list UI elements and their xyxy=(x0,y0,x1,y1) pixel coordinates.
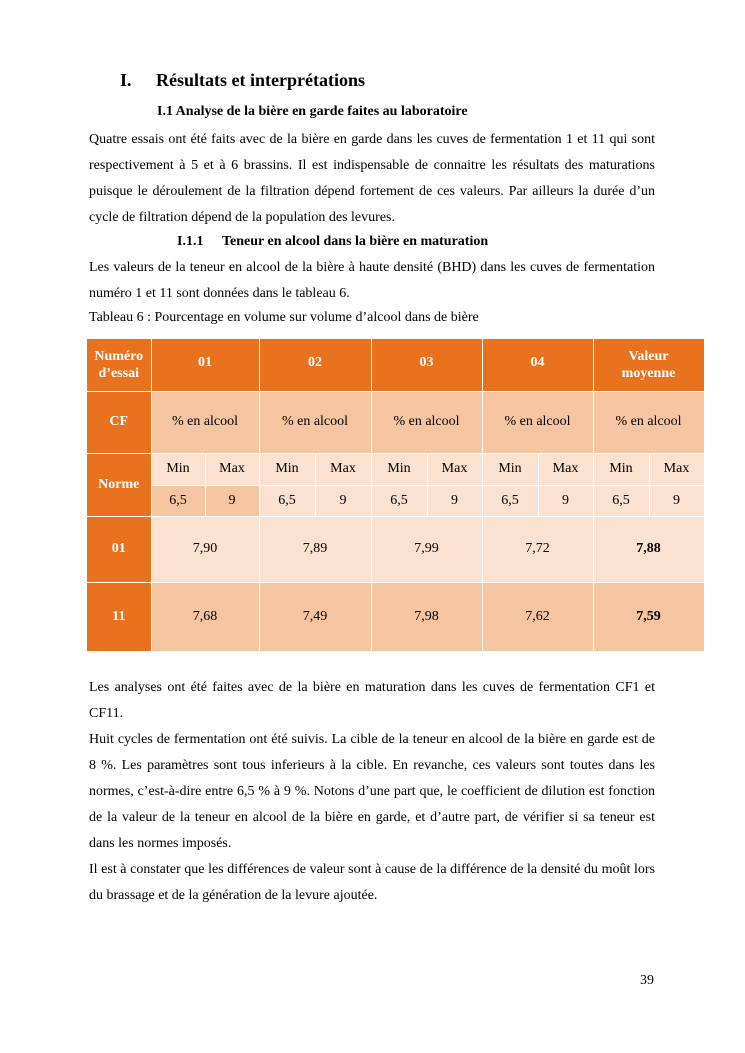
paragraph-cycles: Huit cycles de fermentation ont été suivis. La cible de la teneur en alcool de la bière en garde est de 8 %. Les paramètres sont tous inferieurs à la cible. En revanche, ces valeurs sont toutes dans les normes, c’est-à-dire entre 6,5 % à 9 %. Notons d’une part que, le coefficient de dilution est fonction de la valeur de la teneur en alcool de la bière en garde, et d’autre part, de vérifier si sa teneur est dans les normes imposés. xyxy=(89,732,655,851)
max-value: 9 xyxy=(205,485,259,516)
header-col-mean: Valeur moyenne xyxy=(593,339,704,391)
max-value: 9 xyxy=(649,485,704,516)
header-col-04: 04 xyxy=(482,339,593,391)
header-col-01: 01 xyxy=(151,339,259,391)
unit-cell: % en alcool xyxy=(593,391,704,453)
value-cell: 7,98 xyxy=(371,582,482,651)
section-heading xyxy=(120,70,365,91)
subsubsection-number: I.1.1 xyxy=(177,234,204,249)
norme-values-row xyxy=(87,485,704,516)
max-value: 9 xyxy=(427,485,482,516)
min-label: Min xyxy=(259,453,315,485)
min-label: Min xyxy=(151,453,205,485)
alcohol-table xyxy=(87,339,705,652)
min-value: 6,5 xyxy=(151,485,205,516)
max-value: 9 xyxy=(315,485,371,516)
max-label: Max xyxy=(315,453,371,485)
section-number: I. xyxy=(120,70,132,90)
subsubsection-heading xyxy=(177,234,488,250)
max-label: Max xyxy=(427,453,482,485)
table-header-row xyxy=(87,339,704,391)
table-row xyxy=(87,582,704,651)
unit-cell: % en alcool xyxy=(259,391,371,453)
value-cell: 7,68 xyxy=(151,582,259,651)
section-title: Résultats et interprétations xyxy=(156,70,365,90)
page-number: 39 xyxy=(640,973,654,988)
value-cell: 7,62 xyxy=(482,582,593,651)
norme-label: Norme xyxy=(87,453,151,516)
min-value: 6,5 xyxy=(482,485,538,516)
min-label: Min xyxy=(482,453,538,485)
table-caption: Tableau 6 : Pourcentage en volume sur volume d’alcool dans de bière xyxy=(89,310,479,325)
row-cf: 11 xyxy=(87,582,151,651)
max-label: Max xyxy=(649,453,704,485)
row-cf: 01 xyxy=(87,516,151,582)
unit-cell: % en alcool xyxy=(371,391,482,453)
unit-cell: % en alcool xyxy=(151,391,259,453)
unit-cell: % en alcool xyxy=(482,391,593,453)
mean-cell: 7,59 xyxy=(593,582,704,651)
min-value: 6,5 xyxy=(593,485,649,516)
mean-cell: 7,88 xyxy=(593,516,704,582)
min-label: Min xyxy=(371,453,427,485)
header-corner: Numéro d’essai xyxy=(87,339,151,391)
max-label: Max xyxy=(205,453,259,485)
paragraph-conclusion: Il est à constater que les différences de valeur sont à cause de la différence de la densité du moût lors du brassage et de la génération de la levure ajoutée. xyxy=(89,862,655,903)
max-value: 9 xyxy=(538,485,593,516)
value-cell: 7,89 xyxy=(259,516,371,582)
table-row xyxy=(87,516,704,582)
header-col-03: 03 xyxy=(371,339,482,391)
intro-paragraph: Quatre essais ont été faits avec de la bière en garde dans les cuves de fermentation 1 et 11 qui sont respectivement à 5 et à 6 brassins. Il est indispensable de connaitre les résultats des maturations puisque le déroulement de la filtration dépend fortement de ces valeurs. Par ailleurs la durée d’un cycle de filtration dépend de la population des levures. xyxy=(89,132,655,225)
cf-label: CF xyxy=(87,391,151,453)
value-cell: 7,90 xyxy=(151,516,259,582)
value-cell: 7,49 xyxy=(259,582,371,651)
max-label: Max xyxy=(538,453,593,485)
min-value: 6,5 xyxy=(371,485,427,516)
min-label: Min xyxy=(593,453,649,485)
paragraph-analyses: Les analyses ont été faites avec de la bière en maturation dans les cuves de fermentation CF1 et CF11. xyxy=(89,680,655,721)
paragraph-table-intro: Les valeurs de la teneur en alcool de la bière à haute densité (BHD) dans les cuves de fermentation numéro 1 et 11 sont données dans le tableau 6. xyxy=(89,260,655,301)
header-col-02: 02 xyxy=(259,339,371,391)
table-unit-row xyxy=(87,391,704,453)
value-cell: 7,72 xyxy=(482,516,593,582)
subsubsection-title: Teneur en alcool dans la bière en maturation xyxy=(222,234,489,249)
value-cell: 7,99 xyxy=(371,516,482,582)
min-value: 6,5 xyxy=(259,485,315,516)
subsection-heading: I.1 Analyse de la bière en garde faites au laboratoire xyxy=(157,104,468,119)
norme-minmax-row xyxy=(87,453,704,485)
